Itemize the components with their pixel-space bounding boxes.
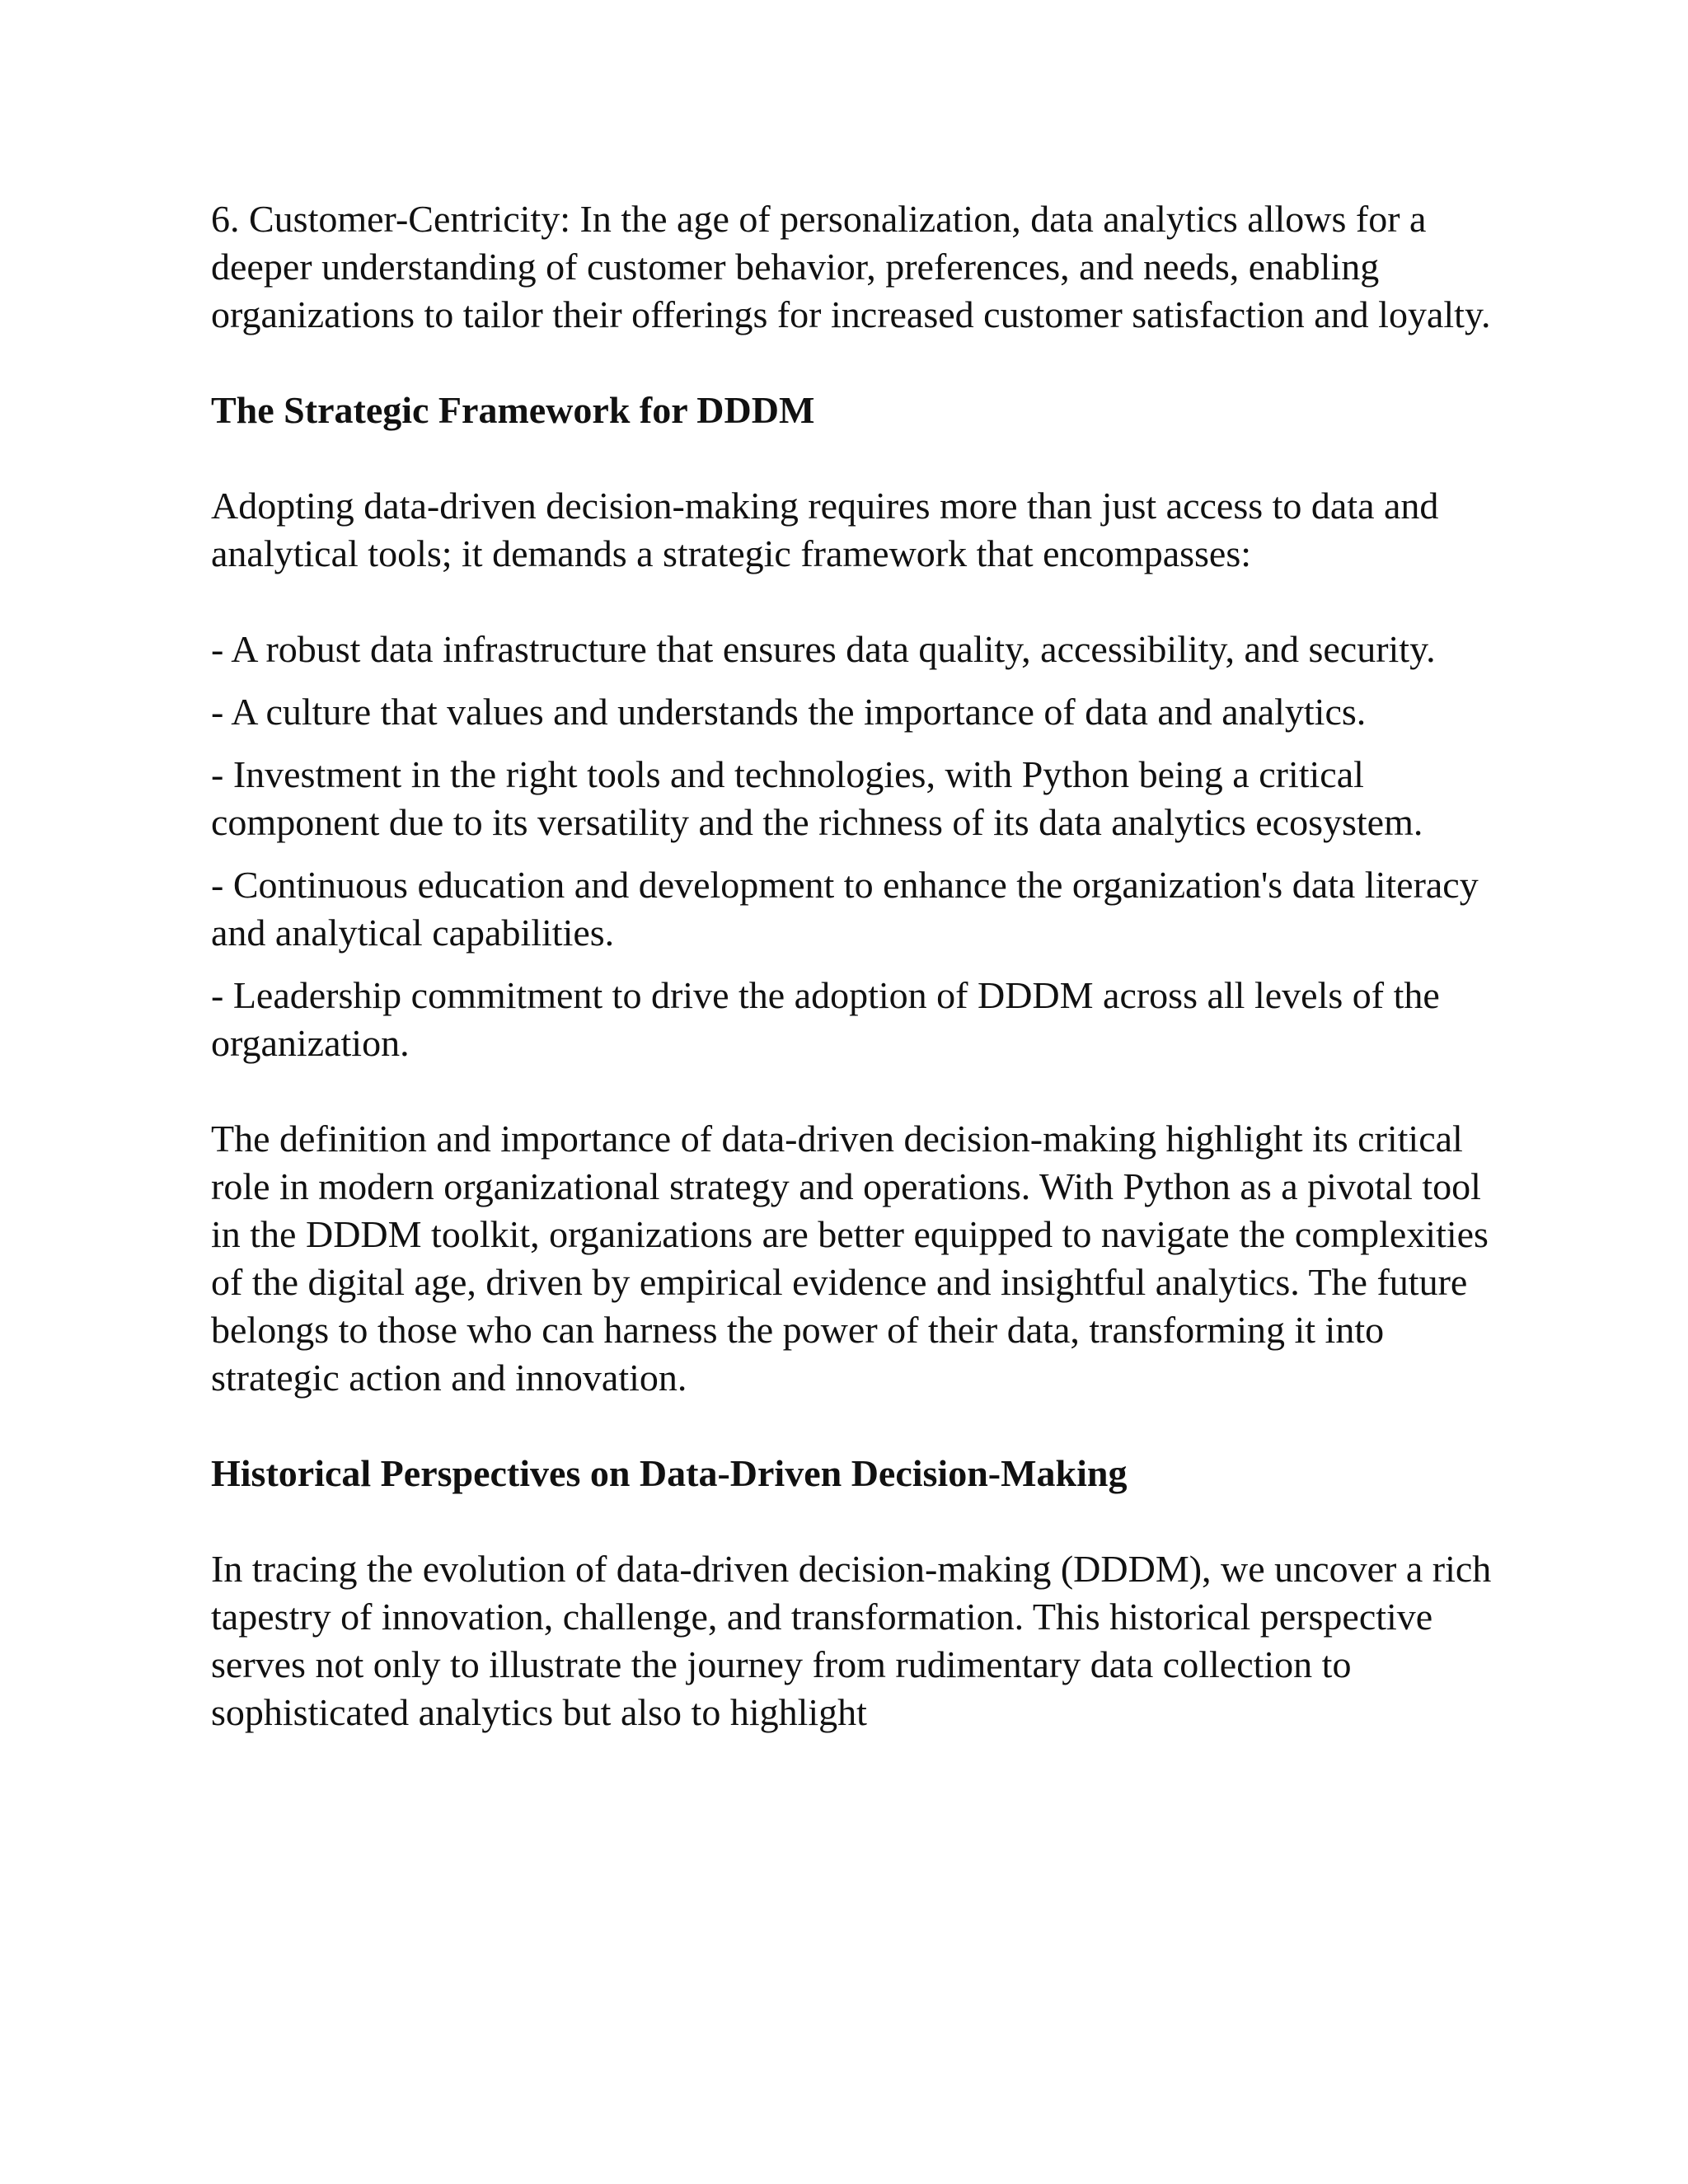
list-item: - Leadership commitment to drive the adoption of DDDM across all levels of the organization. <box>211 974 1440 1064</box>
paragraph-history-intro: In tracing the evolution of data-driven decision-making (DDDM), we uncover a rich tapestry of innovation, challenge, and transformation. This historical perspective serves not only to illustrate the journey from rudimentary data collection to sophisticated analytics but also to highlight <box>211 1548 1492 1733</box>
list-item: - Continuous education and development to enhance the organization's data literacy and analytical capabilities. <box>211 864 1479 954</box>
document-page <box>211 195 1497 1784</box>
list-item: - Investment in the right tools and technologies, with Python being a critical component due to its versatility and the richness of its data analytics ecosystem. <box>211 753 1423 843</box>
list-item: - A robust data infrastructure that ensures data quality, accessibility, and security. <box>211 628 1436 670</box>
paragraph-customer-centricity: 6. Customer-Centricity: In the age of personalization, data analytics allows for a deeper understanding of customer behavior, preferences, and needs, enabling organizations to tailor their offerings for increased customer satisfaction and loyalty. <box>211 198 1491 335</box>
heading-historical-perspectives: Historical Perspectives on Data-Driven Decision-Making <box>211 1452 1128 1494</box>
paragraph-framework-intro: Adopting data-driven decision-making requires more than just access to data and analytical tools; it demands a strategic framework that encompasses: <box>211 485 1439 574</box>
heading-strategic-framework: The Strategic Framework for DDDM <box>211 389 815 431</box>
framework-list <box>211 626 1497 1067</box>
paragraph-conclusion: The definition and importance of data-driven decision-making highlight its critical role in modern organizational strategy and operations. With Python as a pivotal tool in the DDDM toolkit, organizations are better equipped to navigate the complexities of the digital age, driven by empirical evidence and insightful analytics. The future belongs to those who can harness the power of their data, transforming it into strategic action and innovation. <box>211 1118 1489 1399</box>
list-item: - A culture that values and understands the importance of data and analytics. <box>211 691 1367 733</box>
